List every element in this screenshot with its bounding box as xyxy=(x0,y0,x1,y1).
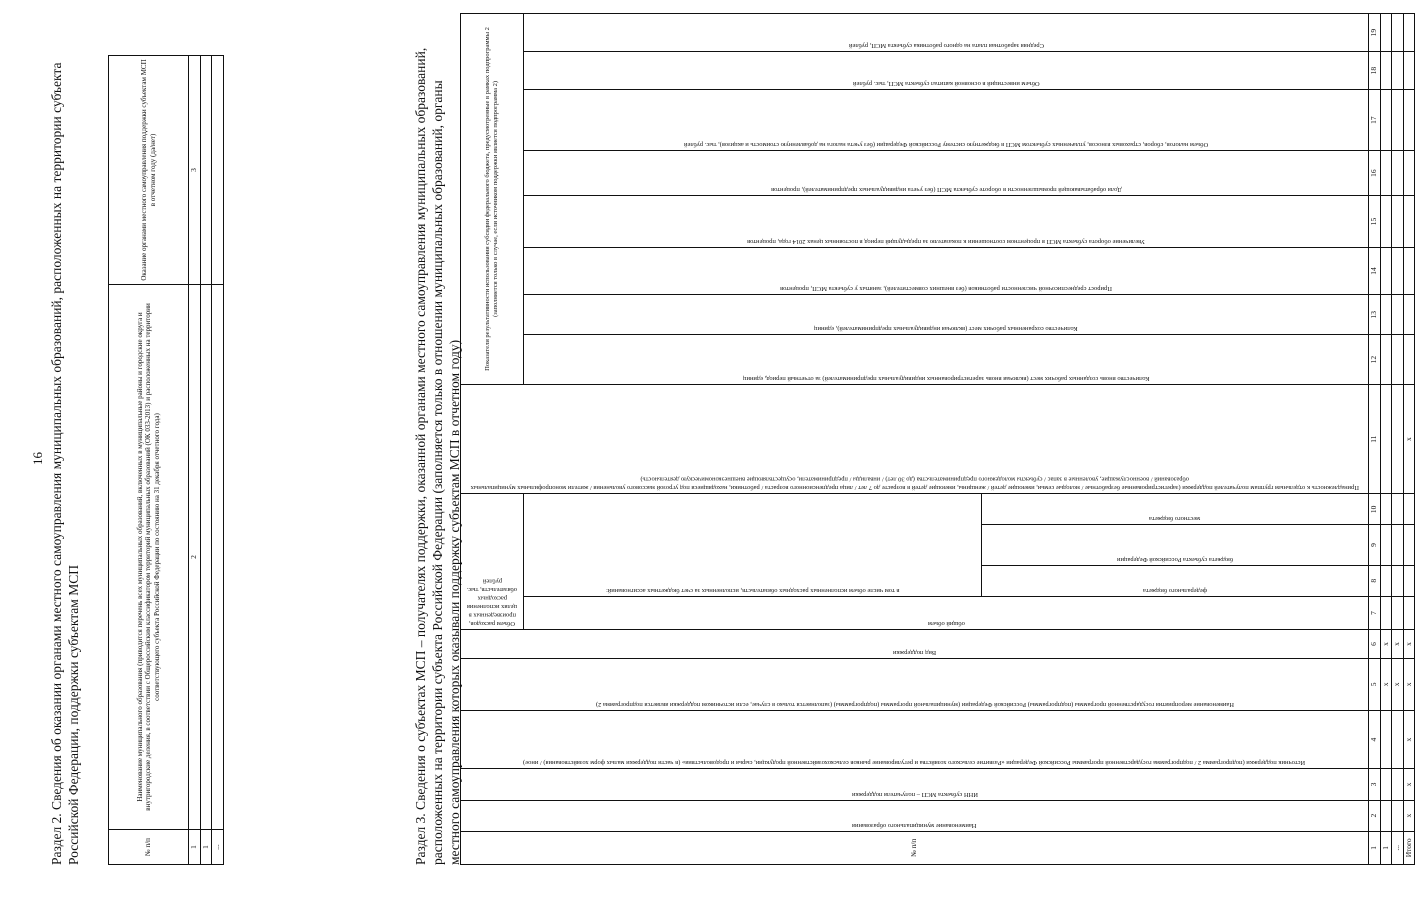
s3-header-kind: Вид поддержки xyxy=(892,648,937,656)
s3-cell xyxy=(1380,800,1392,831)
s3-header-belong: Принадлежность к отдельным группам получателей поддержки (зарегистрированные безработные / молодые семьи, имеющие детей / женщины, имеющие детей в возрасте до 7 лет / лица предпенсионного возраста / работники, находящиеся под угрозой массового увольнения / жители монопрофильных муниципальных образований / военнослужащие, уволенные в запас / субъекты молодежного предпринимательства (до 30 лет) / инвалиды / предприниматели, осуществляющие внешнеэкономическую деятельность) xyxy=(470,475,1359,492)
s3-row-total xyxy=(1403,14,1415,865)
s3-header-processing: Доля обрабатывающей промышленности в обороте субъекта МСП (без учета индивидуальных предпринимателей), процентов xyxy=(770,186,1122,194)
s3-cell xyxy=(1403,14,1415,52)
s3-cell xyxy=(1380,525,1392,565)
s3-cell xyxy=(1380,565,1392,596)
s3-colnum: 15 xyxy=(1369,196,1381,248)
s3-colnum: 11 xyxy=(1369,384,1381,493)
s3-colnum: 16 xyxy=(1369,151,1381,196)
s3-header-num: № п/п xyxy=(461,831,1369,864)
s2-cell xyxy=(200,285,212,830)
s3-cell xyxy=(1380,384,1392,493)
s3-cell xyxy=(1380,335,1392,385)
s3-row-dots xyxy=(1392,14,1404,865)
page-number: 16 xyxy=(30,452,45,465)
s3-cell: x xyxy=(1392,630,1404,659)
s3-colnum: 14 xyxy=(1369,247,1381,294)
s3-cell xyxy=(1380,769,1392,800)
s3-cell: x xyxy=(1380,658,1392,710)
s3-cell xyxy=(1403,196,1415,248)
s3-cell xyxy=(1392,384,1404,493)
s3-cell xyxy=(1392,800,1404,831)
s3-header-salary: Средняя заработная плата на одного работника субъекта МСП, рублей xyxy=(848,42,1044,50)
s3-cell xyxy=(1392,247,1404,294)
s3-cell xyxy=(1380,52,1392,90)
s3-colnum: 3 xyxy=(1369,769,1381,800)
s3-cell xyxy=(1392,525,1404,565)
s3-cell xyxy=(1403,525,1415,565)
s2-cell xyxy=(212,285,224,830)
s3-colnum: 17 xyxy=(1369,90,1381,151)
s3-cell: x xyxy=(1403,710,1415,769)
s2-header-name: Наименование муниципального образования (приводится перечень всех муниципальных образований, включенных в муниципальные районы и городские округа и внутригородские деления, в соответствии с Общероссийским классификатором территорий муниципальных образований (ОК 033-2013) и расположенных на территории соответствующего субъекта Российской Федерации по состоянию на 31 декабря отчетного года) xyxy=(109,285,189,830)
s3-cell xyxy=(1392,565,1404,596)
s3-colnum: 12 xyxy=(1369,335,1381,385)
s3-cell xyxy=(1403,295,1415,335)
s3-cell xyxy=(1392,151,1404,196)
s3-cell xyxy=(1392,596,1404,629)
s2-colnum: 2 xyxy=(189,285,201,830)
s2-header-flag: Оказание органами местного самоуправления поддержки субъектам МСП в отчетном году (да/нет) xyxy=(109,56,189,285)
s3-cell xyxy=(1403,494,1415,525)
s3-cell xyxy=(1392,769,1404,800)
s3-cell: x xyxy=(1403,658,1415,710)
s3-header-mo-name: Наименование муниципального образования xyxy=(852,821,977,829)
s3-cell xyxy=(1403,596,1415,629)
s3-cell xyxy=(1380,14,1392,52)
s3-header-program: Наименование мероприятия государственной программы (подпрограммы) Российской Федерации (муниципальной программы (подпрограммы) (заполняется только в случае, если источником поддержки является подпрограмма 2) xyxy=(595,700,1234,708)
s3-colnum: 19 xyxy=(1369,14,1381,52)
s3-colnum: 8 xyxy=(1369,565,1381,596)
s3-header-total: общий объем xyxy=(927,620,965,628)
s3-header-incl: в том числе объем исполненных расходных обязательств, исполненных за счет бюджетных ассигнований: xyxy=(605,586,900,594)
s3-cell xyxy=(1380,710,1392,769)
s3-cell: x xyxy=(1403,769,1415,800)
s3-header-local: местного бюджета xyxy=(1149,515,1201,523)
s3-header-federal: федерального бюджета xyxy=(1142,586,1207,594)
s3-cell xyxy=(1380,247,1392,294)
s3-cell xyxy=(1403,247,1415,294)
s3-header-taxes: Объем налогов, сборов, страховых взносов, уплаченных субъектом МСП в бюджетную систему Российской Федерации (без учета налога на добавленную стоимость и акцизов), тыс. рублей xyxy=(683,141,1209,149)
s3-colnum: 5 xyxy=(1369,658,1381,710)
s3-cell xyxy=(1392,14,1404,52)
section2-table xyxy=(108,55,224,865)
s2-header-num: № п/п xyxy=(109,830,189,865)
s2-colnum: 1 xyxy=(189,830,201,865)
s3-cell xyxy=(1380,90,1392,151)
s3-cell xyxy=(1392,494,1404,525)
s3-header-inn: ИНН субъекта МСП – получателя поддержки xyxy=(851,790,978,798)
s3-cell: x xyxy=(1403,384,1415,493)
s3-colnum: 18 xyxy=(1369,52,1381,90)
s3-cell xyxy=(1392,295,1404,335)
s3-cell: 1 xyxy=(1380,831,1392,864)
s3-cell: Итого xyxy=(1403,831,1415,864)
section3-title: Раздел 3. Сведения о субъектах МСП – получателях поддержки, оказанной органами местного самоуправления муниципальных образований, расположенных на территории субъекта Российской Федерации (заполняется только в отношении муниципальных образований, органы местного самоуправления которых оказывали поддержку субъектам МСП в отчетном году) xyxy=(413,47,462,865)
s3-cell xyxy=(1392,710,1404,769)
s3-header-regional: бюджета субъекта Российской Федерации xyxy=(1116,555,1233,563)
s2-row-num: 1 xyxy=(200,830,212,865)
s3-header-employees: Прирост среднесписочной численности работников (без внешних совместителей), занятых у субъекта МСП, процентов xyxy=(780,285,1112,293)
s3-cell: x xyxy=(1380,630,1392,659)
s2-cell xyxy=(212,56,224,285)
s3-cell xyxy=(1392,90,1404,151)
s3-header-jobs-created: Количество вновь созданных рабочих мест (включая вновь зарегистрированных индивидуальных предпринимателей) за отчетный период, единиц xyxy=(742,374,1150,382)
s3-header-source: Источник поддержки (подпрограмма 2 / подпрограмма государственной программы Российской Федерации «Развитие сельского хозяйства и регулирование рынков сельскохозяйственной продукции, сырья и продовольствия» (в части поддержки малых форм хозяйствования) / иное) xyxy=(523,759,1306,767)
s3-cell xyxy=(1392,335,1404,385)
s3-colnum: 4 xyxy=(1369,710,1381,769)
s3-cell xyxy=(1392,52,1404,90)
s3-cell xyxy=(1380,295,1392,335)
s3-colnum: 1 xyxy=(1369,831,1381,864)
s3-cell: x xyxy=(1403,800,1415,831)
s3-colnums-row xyxy=(1369,14,1381,865)
s2-colnum: 3 xyxy=(189,56,201,285)
s3-cell: x xyxy=(1403,630,1415,659)
s2-cell xyxy=(200,56,212,285)
s3-header-turnover: Увеличение оборота субъекта МСП в процентном соотношении к показателю за предыдущий период в постоянных ценах 2014 года, процентов xyxy=(747,237,1145,245)
section3-table xyxy=(460,13,1415,865)
s3-colnum: 7 xyxy=(1369,596,1381,629)
s3-cell xyxy=(1392,196,1404,248)
s3-cell xyxy=(1403,335,1415,385)
s3-colnum: 6 xyxy=(1369,630,1381,659)
s2-row-num: ... xyxy=(212,830,224,865)
s3-header-volume: Объем расходов, произведенных в целях исполнения расходных обязательств, тыс. рублей xyxy=(466,577,518,628)
section2-title: Раздел 2. Сведения об оказании органами местного самоуправления муниципальных образований, расположенных на территории субъекта Российской Федерации, поддержки субъектам МСП xyxy=(49,62,81,865)
s3-cell xyxy=(1380,494,1392,525)
s3-header-investments: Объем инвестиций в основной капитал субъекта МСП, тыс. рублей xyxy=(852,80,1040,88)
s3-header-jobs-kept: Количество сохраненных рабочих мест (включая индивидуальных предпринимателей), единиц xyxy=(814,325,1078,333)
s3-colnum: 9 xyxy=(1369,525,1381,565)
s3-colnum: 10 xyxy=(1369,494,1381,525)
s3-cell xyxy=(1380,151,1392,196)
s3-cell: ... xyxy=(1392,831,1404,864)
s3-header-results: Показатели результативности использования субсидии федерального бюджета, предусмотренные в рамках подпрограммы 2 (заполняется только в случае, если источником поддержки является подпрограмма 2) xyxy=(461,14,524,385)
s3-cell xyxy=(1380,196,1392,248)
s3-cell: x xyxy=(1392,658,1404,710)
s3-colnum: 2 xyxy=(1369,800,1381,831)
s3-cell xyxy=(1403,151,1415,196)
s3-row-1 xyxy=(1380,14,1392,865)
s3-colnum: 13 xyxy=(1369,295,1381,335)
s3-cell xyxy=(1403,565,1415,596)
s3-cell xyxy=(1380,596,1392,629)
s3-cell xyxy=(1403,52,1415,90)
s3-cell xyxy=(1403,90,1415,151)
